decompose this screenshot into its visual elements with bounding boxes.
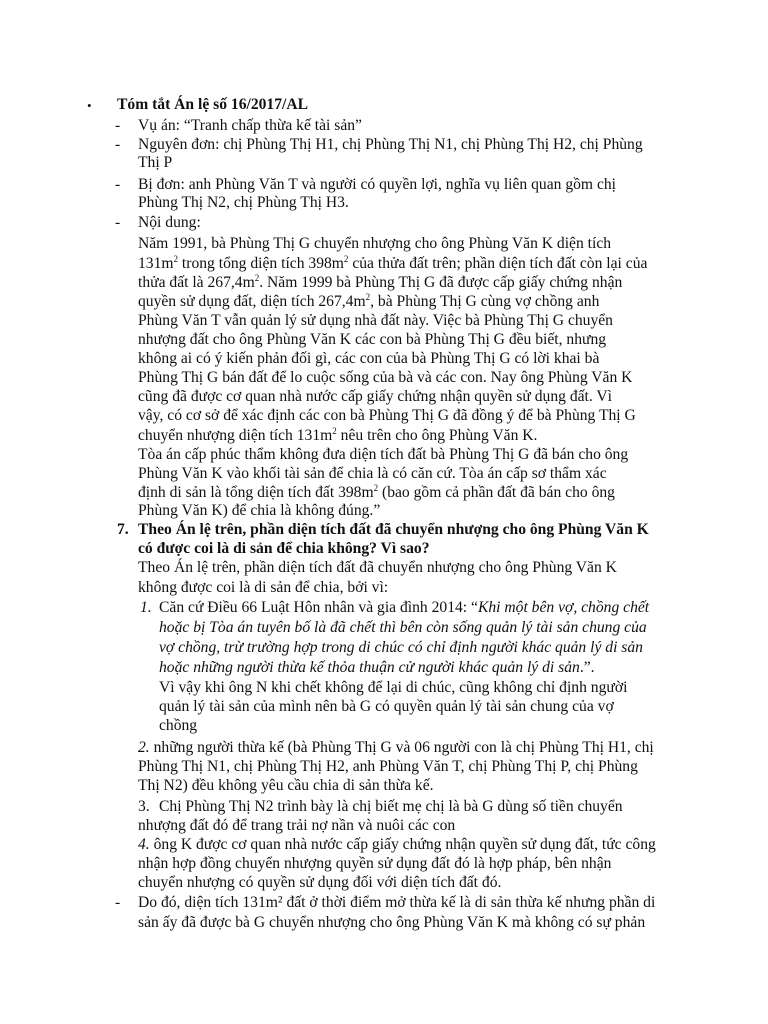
- reason-1-quote: vợ chồng, trừ trường hợp trong di chúc có chỉ định người khác quản lý di sản: [159, 639, 643, 656]
- reason-1-line: Căn cứ Điều 66 Luật Hôn nhân và gia đình 2014: “Khi một bên vợ, chồng chết: [159, 599, 650, 616]
- dash: -: [115, 214, 121, 231]
- answer-line: không được coi là di sản để chia, bởi vì:: [138, 579, 389, 596]
- defendant-line: Phùng Thị N2, chị Phùng Thị H3.: [138, 194, 349, 211]
- conclusion-line: sản ấy đã được bà G chuyển nhượng cho ông Phùng Văn K mà không có sự phản: [138, 914, 646, 931]
- content-line: định di sản là tổng diện tích đất $398m^2$ (bao gồm cả phần đất đã bán cho ông: [138, 483, 615, 501]
- reason-1-line: Vì vậy khi ông N khi chết không để lại di chúc, cũng không chỉ định người: [159, 679, 628, 696]
- answer-line: Theo Án lệ trên, phần diện tích đất đã chuyển nhượng cho ông Phùng Văn K: [138, 559, 617, 576]
- content-line: Phùng Văn T vẫn quản lý sử dụng nhà đất này. Việc bà Phùng Thị G chuyển: [138, 312, 613, 329]
- bullet: •: [87, 98, 92, 113]
- content-line: thửa đất là $267,4m^2$. Năm 1999 bà Phùng Thị G đã được cấp giấy chứng nhận: [138, 273, 623, 291]
- content-line: Phùng Thị G bán đất để lo cuộc sống của bà và các con. Nay ông Phùng Văn K: [138, 369, 633, 386]
- content-line: vậy, có cơ sở để xác định các con bà Phùng Thị G đã đồng ý để bà Phùng Thị G: [138, 407, 636, 424]
- reason-1-quote: hoặc bị Tòa án tuyên bố là đã chết thì bên còn sống quản lý tài sản chung của: [159, 619, 647, 636]
- dash: -: [115, 894, 121, 911]
- content-line: Phùng Văn K vào khối tài sản để chia là có căn cứ. Tòa án cấp sơ thẩm xác: [138, 465, 607, 482]
- content-line: nhượng đất cho ông Phùng Văn K các con bà Phùng Thị G đều biết, nhưng: [138, 331, 607, 348]
- defendant-line: Bị đơn: anh Phùng Văn T và người có quyền lợi, nghĩa vụ liên quan gồm chị: [138, 176, 616, 193]
- reason-3-line: nhượng đất đó để trang trải nợ nần và nuôi các con: [138, 817, 456, 834]
- reason-1-quote: hoặc những người thừa kế thỏa thuận cử người khác quản lý di sản.”.: [159, 659, 595, 676]
- content-line: không ai có ý kiến phản đối gì, các con của bà Phùng Thị G có lời khai bà: [138, 350, 600, 367]
- reason-2-line: Phùng Thị N1, chị Phùng Thị H2, anh Phùng Văn T, chị Phùng Thị P, chị Phùng: [138, 758, 638, 775]
- content-line: Tòa án cấp phúc thẩm không đưa diện tích đất bà Phùng Thị G đã bán cho ông: [138, 446, 629, 463]
- case-type: Vụ án: “Tranh chấp thừa kế tài sản”: [138, 117, 362, 134]
- reason-number: 3.: [138, 798, 150, 815]
- reason-number: 1.: [140, 599, 152, 616]
- plaintiff-line: Nguyên đơn: chị Phùng Thị H1, chị Phùng Thị N1, chị Phùng Thị H2, chị Phùng: [138, 136, 643, 153]
- dash: -: [115, 117, 121, 134]
- content-label: Nội dung:: [138, 214, 201, 231]
- reason-2-line: 2. những người thừa kế (bà Phùng Thị G và 06 người con là chị Phùng Thị H1, chị: [138, 739, 654, 756]
- dash: -: [115, 176, 121, 193]
- content-line: $131m^2$ trong tổng diện tích $398m^2$ của thửa đất trên; phần diện tích đất còn lại của: [138, 254, 648, 272]
- reason-4-line: chuyển nhượng có quyền sử dụng đối với diện tích đất đó.: [138, 874, 502, 891]
- question-number: 7.: [117, 521, 129, 538]
- content-line: Phùng Văn K) để chia là không đúng.”: [138, 502, 381, 519]
- question-line: Theo Án lệ trên, phần diện tích đất đã chuyển nhượng cho ông Phùng Văn K: [138, 521, 649, 538]
- reason-1-line: chồng: [159, 717, 198, 734]
- reason-2-line: Thị N2) đều không yêu cầu chia di sản thừa kế.: [138, 777, 434, 794]
- reason-4-line: nhận hợp đồng chuyển nhượng quyền sử dụng đất đó là hợp pháp, bên nhận: [138, 855, 612, 872]
- reason-4-line: 4. ông K được cơ quan nhà nước cấp giấy chứng nhận quyền sử dụng đất, tức công: [138, 836, 656, 853]
- plaintiff-line: Thị P: [138, 154, 173, 171]
- reason-3-line: Chị Phùng Thị N2 trình bày là chị biết mẹ chị là bà G dùng số tiền chuyển: [159, 798, 623, 815]
- content-line: Năm 1991, bà Phùng Thị G chuyển nhượng cho ông Phùng Văn K diện tích: [138, 235, 612, 252]
- dash: -: [115, 136, 121, 153]
- conclusion-line: Do đó, diện tích 131m² đất ở thời điểm mở thừa kế là di sản thừa kế nhưng phần di: [138, 894, 656, 911]
- reason-1-line: quản lý tài sản của mình nên bà G có quyền quản lý tài sản chung của vợ: [159, 698, 614, 715]
- question-line: có được coi là di sản để chia không? Vì sao?: [138, 540, 430, 557]
- content-line: chuyển nhượng diện tích $131m^2$ nêu trên cho ông Phùng Văn K.: [138, 426, 538, 444]
- summary-title: Tóm tắt Án lệ số 16/2017/AL: [117, 96, 309, 113]
- content-line: cũng đã được cơ quan nhà nước cấp giấy chứng nhận quyền sử dụng đất. Vì: [138, 388, 612, 405]
- content-line: quyền sử dụng đất, diện tích $267,4m^2$, bà Phùng Thị G cùng vợ chồng anh: [138, 292, 600, 310]
